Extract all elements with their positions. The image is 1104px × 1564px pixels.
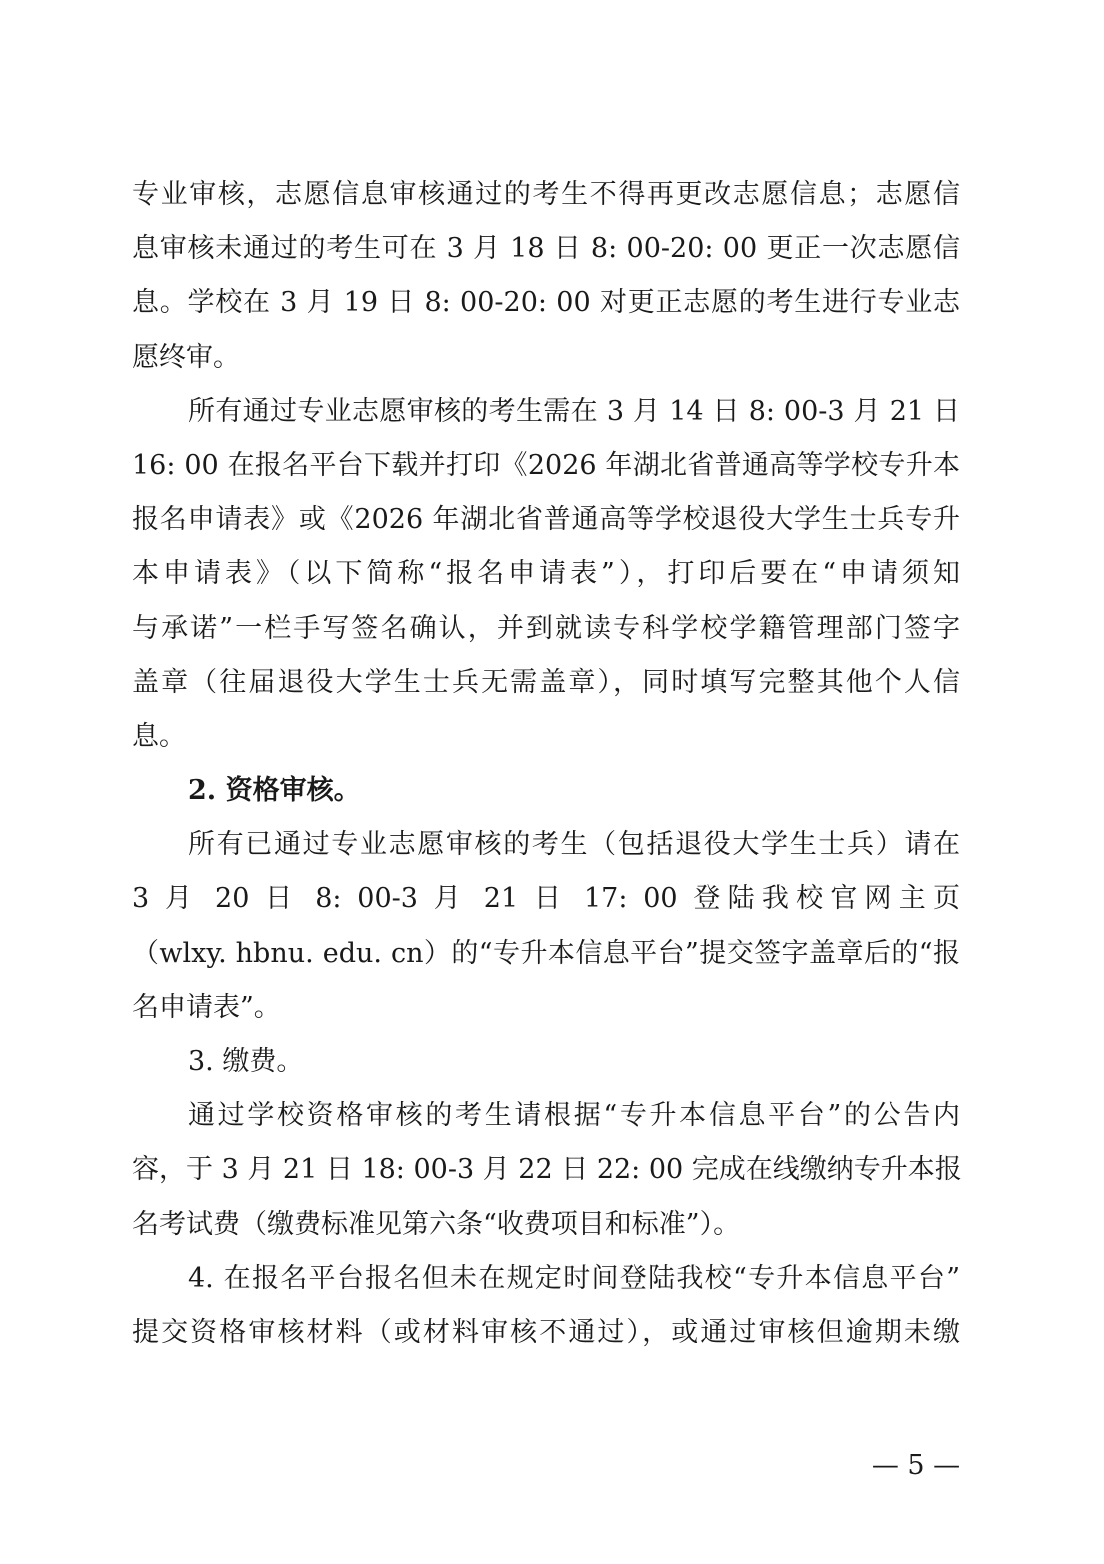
text-line: 16: 00 在报名平台下载并打印《2026 年湖北省普通高等学校专升本: [132, 449, 960, 481]
section-heading: 2. 资格审核。: [188, 775, 361, 807]
document-body: [132, 168, 960, 1360]
text-line: 报名申请表》或《2026 年湖北省普通高等学校退役大学生士兵专升: [132, 504, 960, 536]
text-line: 专业审核，志愿信息审核通过的考生不得再更改志愿信息；志愿信: [132, 179, 960, 210]
text-line: 息。学校在 3 月 19 日 8: 00-20: 00 对更正志愿的考生进行专业志: [132, 287, 960, 319]
text-line: 提交资格审核材料（或材料审核不通过），或通过审核但逾期未缴: [132, 1316, 960, 1348]
text-line: 3 月 20 日 8: 00-3 月 21 日 17: 00 登陆我校官网主页: [132, 883, 960, 915]
text-line: 所有通过专业志愿审核的考生需在 3 月 14 日 8: 00-3 月 21 日: [188, 395, 960, 427]
text-line: 4. 在报名平台报名但未在规定时间登陆我校“专升本信息平台”: [188, 1262, 960, 1294]
text-line: 愿终审。: [132, 341, 240, 373]
section-heading: 3. 缴费。: [188, 1046, 304, 1077]
text-line: 容，于 3 月 21 日 18: 00-3 月 22 日 22: 00 完成在线缴纳专升本报: [132, 1154, 962, 1186]
text-line: 本申请表》（以下简称“报名申请表”），打印后要在“申请须知: [132, 558, 960, 590]
text-line: 息审核未通过的考生可在 3 月 18 日 8: 00-20: 00 更正一次志愿信: [132, 233, 960, 265]
text-line: 名考试费（缴费标准见第六条“收费项目和标准”）。: [132, 1208, 741, 1240]
text-line: 所有已通过专业志愿审核的考生（包括退役大学生士兵）请在: [188, 829, 960, 861]
page-number: — 5 —: [871, 1450, 961, 1481]
text-line: 通过学校资格审核的考生请根据“专升本信息平台”的公告内: [188, 1100, 960, 1132]
text-line: 息。: [132, 720, 186, 752]
text-line: 名申请表”。: [132, 991, 281, 1023]
text-line: （wlxy. hbnu. edu. cn）的“专升本信息平台”提交签字盖章后的“报: [132, 937, 960, 969]
text-line: 与承诺”一栏手写签名确认，并到就读专科学校学籍管理部门签字: [132, 612, 960, 644]
text-line: 盖章（往届退役大学生士兵无需盖章），同时填写完整其他个人信: [132, 666, 960, 698]
